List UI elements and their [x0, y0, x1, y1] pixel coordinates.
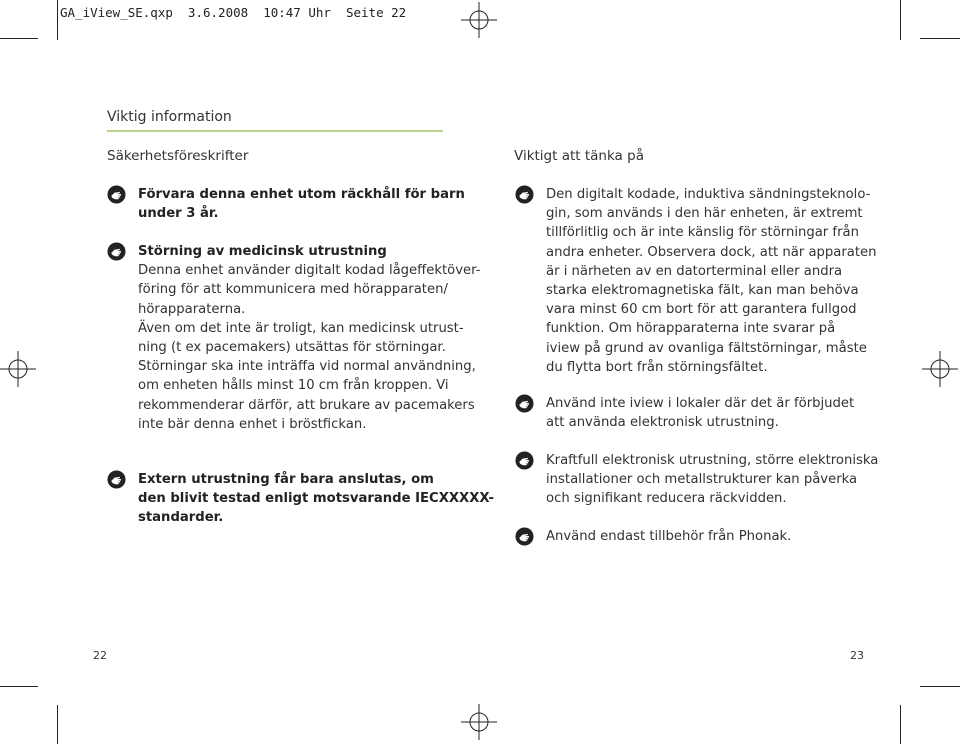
crop-mark [57, 0, 58, 40]
item-bold-line: den blivit testad enligt motsvarande IECXXXXX- [138, 491, 494, 507]
page-number-right: 23 [850, 649, 864, 662]
item-bold-line: under 3 år. [138, 206, 219, 222]
hand-pointing-icon [107, 185, 126, 204]
right-item-1 [546, 185, 886, 377]
item-text-line: Använd endast tillbehör från Phonak. [546, 529, 792, 544]
item-text-line: tillförlitlig och är inte känslig för störningar från [546, 225, 859, 241]
slug-line: GA_iView_SE.qxp 3.6.2008 10:47 Uhr Seite 22 [60, 5, 407, 20]
item-bold-line: Störning av medicinsk utrustning [138, 244, 387, 259]
hand-pointing-icon [515, 394, 534, 413]
item-text-line: rekommenderar därför, att brukare av pacemakers [138, 397, 475, 413]
left-section-title: Säkerhetsföreskrifter [107, 148, 249, 164]
item-text-line: hörapparaterna. [138, 301, 246, 317]
item-text-line: Även om det inte är troligt, kan medicinsk utrust- [138, 320, 464, 336]
right-item-2 [546, 394, 886, 432]
right-item-3 [546, 451, 886, 509]
right-item-4 [546, 527, 886, 546]
item-text-line: Störningar ska inte inträffa vid normal användning, [138, 359, 476, 375]
page-header: Viktig information [107, 109, 232, 125]
left-item-3 [138, 470, 494, 528]
item-text-line: Den digitalt kodade, induktiva sändningsteknolo- [546, 187, 871, 202]
left-item-1 [138, 185, 483, 223]
item-text-line: starka elektromagnetiska fält, kan man behöva [546, 283, 859, 299]
crop-mark [57, 705, 58, 744]
right-section-title: Viktigt att tänka på [514, 148, 644, 164]
registration-mark-icon [922, 351, 958, 387]
hand-pointing-icon [107, 470, 126, 489]
item-bold-line: Extern utrustning får bara anslutas, om [138, 472, 434, 487]
crop-mark [920, 38, 960, 39]
item-text-line: Denna enhet använder digitalt kodad lågeffektöver- [138, 263, 481, 279]
item-bold-line: standarder. [138, 510, 224, 526]
crop-mark [0, 686, 38, 687]
item-text-line: Använd inte iview i lokaler där det är förbjudet [546, 396, 855, 411]
header-rule [107, 130, 443, 132]
item-text-line: ning (t ex pacemakers) utsättas för störningar. [138, 340, 446, 356]
page-number-left: 22 [93, 649, 107, 662]
hand-pointing-icon [107, 242, 126, 261]
hand-pointing-icon [515, 527, 534, 546]
registration-mark-icon [461, 2, 497, 38]
crop-mark [0, 38, 38, 39]
item-text-line: om enheten hålls minst 10 cm från kroppen. Vi [138, 378, 449, 394]
item-text-line: att använda elektronisk utrustning. [546, 415, 779, 431]
item-text-line: du flytta bort från störningsfältet. [546, 359, 768, 375]
hand-pointing-icon [515, 185, 534, 204]
item-text-line: och signifikant reducera räckvidden. [546, 491, 787, 507]
crop-mark [900, 0, 901, 40]
item-text-line: gin, som används i den här enheten, är extremt [546, 206, 863, 222]
item-text-line: inte bär denna enhet i bröstfickan. [138, 416, 367, 432]
registration-mark-icon [0, 351, 36, 387]
item-text-line: funktion. Om hörapparaterna inte svarar på [546, 321, 836, 337]
registration-mark-icon [461, 704, 497, 740]
item-text-line: är i närheten av en datorterminal eller andra [546, 263, 843, 279]
left-item-2 [138, 242, 483, 434]
item-text-line: vara minst 60 cm bort för att garantera fullgod [546, 302, 857, 318]
item-text-line: iview på grund av ovanliga fältstörningar, måste [546, 340, 867, 356]
item-text-line: föring för att kommunicera med hörapparaten/ [138, 282, 448, 298]
item-text-line: andra enheter. Observera dock, att när apparaten [546, 244, 877, 260]
item-text-line: installationer och metallstrukturer kan påverka [546, 472, 858, 488]
crop-mark [920, 686, 960, 687]
item-bold-line: Förvara denna enhet utom räckhåll för barn [138, 187, 465, 202]
hand-pointing-icon [515, 451, 534, 470]
crop-mark [900, 705, 901, 744]
item-text-line: Kraftfull elektronisk utrustning, större elektroniska [546, 453, 879, 468]
